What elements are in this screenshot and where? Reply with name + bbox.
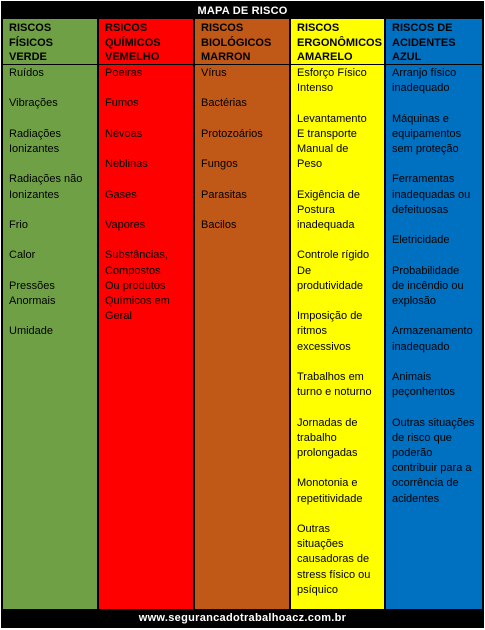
items-riscos-fisicos [3, 66, 97, 609]
risk-item: Levantamento E transporte Manual de Peso [297, 112, 367, 171]
risk-item: Radiações Ionizantes [9, 127, 61, 155]
risk-item: Bacilos [201, 218, 237, 231]
risk-item: Ruídos [9, 67, 44, 79]
risk-item: Outras situações causadoras de stress físico ou psíquico [297, 522, 371, 596]
risk-item: Vibrações [9, 97, 58, 110]
risk-item: Jornadas de trabalho prolongadas [297, 416, 358, 459]
risk-item: Armazenamento inadequado [392, 325, 473, 353]
risk-item: Gases [105, 188, 137, 201]
items-riscos-ergonomicos [291, 66, 384, 609]
risk-item: Pressões Anormais [9, 279, 56, 307]
risk-item: Poeiras [105, 67, 143, 79]
risk-item: Probabilidade de incêndio ou explosão [392, 264, 464, 307]
risk-item: Fungos [201, 158, 238, 171]
risk-item: Parasitas [201, 188, 247, 201]
risk-item: Esforço Físico Intenso [297, 67, 367, 95]
risk-item: Controle rígido De produtividade [297, 249, 370, 292]
header-riscos-ergonomicos: RISCOS ERGONÔMICOS AMARELO [291, 19, 384, 65]
column-riscos-ergonomicos [291, 19, 384, 609]
risk-item: Protozoários [201, 127, 263, 140]
risk-item: Radiações não Ionizantes [9, 173, 83, 201]
risk-item: Máquinas e equipamentos sem proteção [392, 112, 462, 155]
risk-item: Monotonia e repetitividade [297, 477, 363, 505]
table-title: MAPA DE RISCO [197, 5, 288, 17]
risk-item: Imposição de ritmos excessivos [297, 310, 363, 353]
risk-item: Neblinas [105, 158, 148, 171]
header-riscos-biologicos: RISCOS BIOLÓGICOS MARRON [195, 19, 289, 65]
column-riscos-biologicos [195, 19, 289, 609]
risk-item: Névoas [105, 127, 143, 140]
items-riscos-quimicos [99, 66, 193, 609]
risk-item: Vapores [105, 218, 146, 231]
column-riscos-fisicos [3, 19, 97, 609]
risk-item: Arranjo físico inadequado [392, 67, 457, 95]
items-riscos-biologicos [195, 66, 289, 609]
risk-item: Animais peçonhentos [392, 370, 455, 399]
column-riscos-quimicos [99, 19, 193, 609]
header-riscos-fisicos: RISCOS FÍSICOS VERDE [3, 19, 97, 65]
risk-item: Frio [9, 218, 28, 231]
risk-item: Exigência de Postura inadequada [297, 188, 360, 231]
risk-item: Outras situações de risco que poderão contribuir para a ocorrência de acidentes [392, 416, 475, 505]
column-riscos-acidentes [386, 19, 482, 609]
risk-item: Substâncias, Compostos Ou produtos Químicos em Geral [105, 249, 170, 323]
risk-item: Fumos [105, 97, 139, 110]
risk-item: Vírus [201, 67, 227, 79]
risk-item: Trabalhos em turno e noturno [297, 370, 372, 399]
risk-item: Ferramentas inadequadas ou defeituosas [392, 173, 471, 216]
header-riscos-acidentes: RISCOS DE ACIDENTES AZUL [386, 19, 482, 65]
risk-item: Umidade [9, 325, 54, 338]
header-riscos-quimicos: RSICOS QUÍMICOS VEMELHO [99, 19, 193, 65]
risk-item: Bactérias [201, 97, 247, 110]
risk-map-table [1, 1, 484, 628]
risk-item: Calor [9, 249, 36, 262]
items-riscos-acidentes [386, 66, 482, 609]
footer-url: www.segurancadotrabalhoacz.com.br [138, 612, 347, 624]
risk-item: Eletricidade [392, 234, 450, 247]
